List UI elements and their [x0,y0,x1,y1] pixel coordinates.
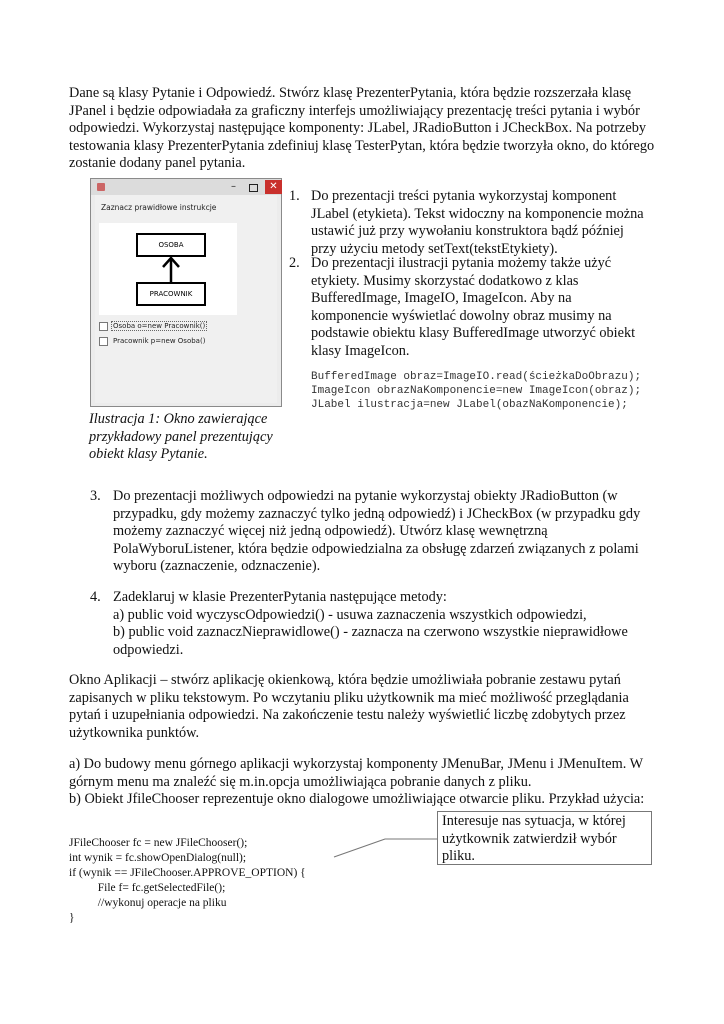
java-app-icon [97,183,105,191]
list-item [289,188,659,258]
minimize-icon: – [231,181,236,192]
question-panel [95,195,277,403]
figure-caption: Ilustracja 1: Okno zawierające przykładowy panel prezentujący obiekt klasy Pytanie. [89,411,273,462]
code-block-image: BufferedImage obraz=ImageIO.read(ścieżkaDoObrazu); ImageIcon obrazNaKomponencie=new ImageIcon(obraz); JLabel ilustracja=new JLabel(obazNaKomponencie); [311,371,642,411]
list-item [90,488,660,576]
inheritance-arrow-icon [161,256,181,282]
list-number: 2. [289,255,300,271]
list-number: 4. [90,589,101,605]
list-item [289,255,659,360]
answer-checkbox-1[interactable] [99,321,207,331]
window-titlebar [91,179,281,195]
code-block-filechooser: JFileChooser fc = new JFileChooser(); int wynik = fc.showOpenDialog(null); if (wynik == JFileChooser.APPROVE_OPTION) { File f= fc.getSelectedFile(); //wykonuj operacje na pliku } [69,837,306,924]
answer-checkbox-2[interactable] [99,336,207,346]
pracownik-box: PRACOWNIK [136,282,206,306]
list-text: Do prezentacji treści pytania wykorzystaj komponent JLabel (etykieta). Tekst widoczny na komponencie można ustawić już przy wywołaniu konstruktora bądź później przy użyciu metody setText(tekstEtykiety). [311,188,644,257]
list-item [90,589,660,659]
maximize-icon [249,184,258,192]
list-number: 3. [90,488,101,504]
close-icon: ✕ [265,180,282,194]
list-text: Zadeklaruj w klasie PrezenterPytania następujące metody: [113,589,447,605]
checkbox-square-icon[interactable] [99,322,108,331]
checkbox-square-icon[interactable] [99,337,108,346]
question-label: Zaznacz prawidłowe instrukcje [101,203,217,212]
list-text: Do prezentacji możliwych odpowiedzi na pytanie wykorzystaj obiekty JRadioButton (w przypadku, gdy możemy zaznaczyć tylko jedną odpowiedź) i JCheckBox (w przypadku gdy możemy zaznaczyć więcej niż jedną odpowiedź). Utwórz klasę wewnętrzną PolaWyboruListener, która będzie odpowiedzialna za obsługę zdarzeń związanych z polami wyboru (zaznaczenie, odznaczenie). [113,488,641,574]
callout-connector [330,830,440,860]
question-image [99,223,237,315]
list-text: Do prezentacji ilustracji pytania możemy także użyć etykiety. Musimy skorzystać dodatkowo z klas BufferedImage, ImageIO, ImageIcon. Aby na komponencie wyświetlać dowolny obraz musimy na podstawie obiektu klasy BufferedImage utworzyć obiekt klasy ImageIcon. [311,255,636,359]
callout-note: Interesuje nas sytuacja, w której użytkownik zatwierdził wybór pliku. [437,811,652,865]
method-b: b) public void zaznaczNieprawidlowe() - zaznacza na czerwono wszystkie nieprawidłowe odpowiedzi. [113,624,628,658]
method-a: a) public void wyczyscOdpowiedzi() - usuwa zaznaczenia wszystkich odpowiedzi, [113,606,587,623]
intro-paragraph: Dane są klasy Pytanie i Odpowiedź. Stwórz klasę PrezenterPytania, która będzie rozszerzała klasę JPanel i będzie odpowiadała za graficzny interfejs umożliwiający prezentację treści pytania i wybór odpowiedzi. Wykorzystaj następujące komponenty: JLabel, JRadioButton i JCheckBox. Na potrzeby testowania klasy PrezenterPytania zdefiniuj klasę TesterPytan, która będzie tworzyła okno, do którego zostanie dodany panel pytania. [69,85,655,171]
app-paragraph: Okno Aplikacji – stwórz aplikację okienkową, która będzie umożliwiała pobranie zestawu pytań zapisanych w pliku tekstowym. Po wczytaniu pliku użytkownik ma mieć możliwość przeglądania pytań i uzupełniania odpowiedzi. Na zakończenie testu należy wyświetlić liczbę zdobytych przez użytkownika punktów. [69,672,629,741]
answer-label-1: Osoba o=new Pracownik() [113,322,206,330]
osoba-box: OSOBA [136,233,206,257]
point-b: b) Obiekt JfileChooser reprezentuje okno dialogowe umożliwiające otwarcie pliku. Przykład użycia: [69,791,645,807]
answer-label-2: Pracownik p=new Osoba() [113,337,206,345]
list-number: 1. [289,188,300,204]
java-window-illustration [90,178,282,407]
point-a: a) Do budowy menu górnego aplikacji wykorzystaj komponenty JMenuBar, JMenu i JMenuItem. W górnym menu ma znaleźć się m.in.opcja umożliwiająca pobranie danych z pliku. [69,756,643,790]
